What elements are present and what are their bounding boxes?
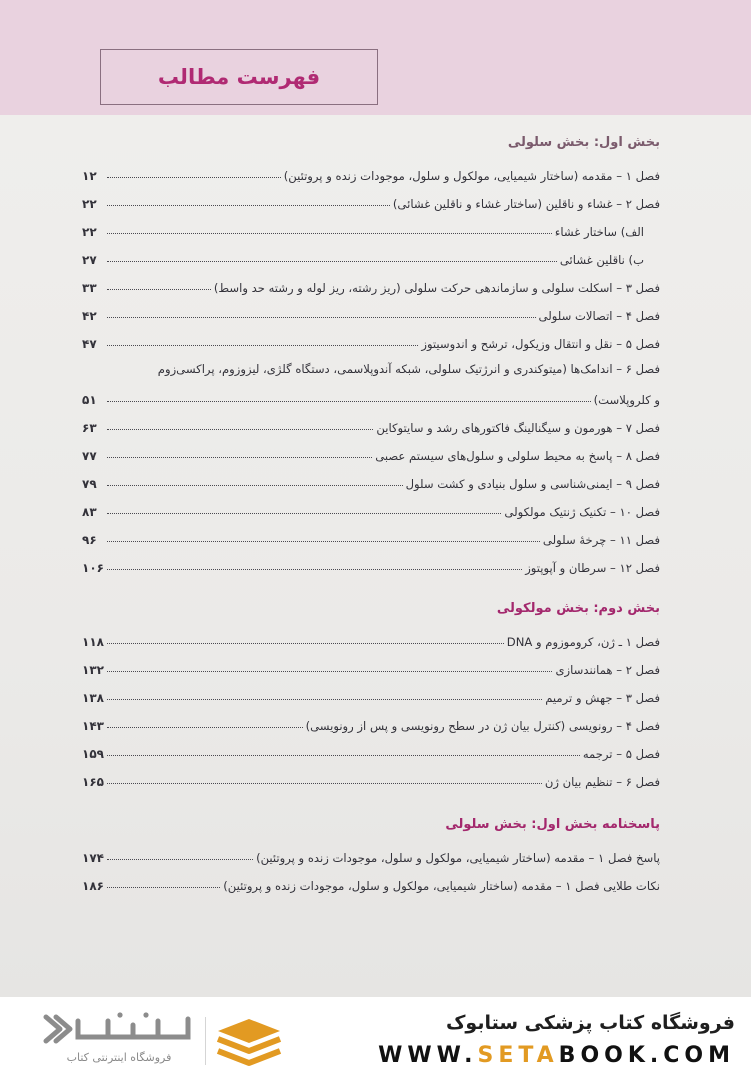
entry-text: فصل ۶ – تنظیم بیان ژن: [544, 775, 660, 789]
page-number: ۱۳۸: [82, 691, 104, 705]
page-number: ۱۷۴: [82, 851, 104, 865]
book-stack-logo-icon: [214, 1013, 284, 1069]
entry-text: فصل ۱ – مقدمه (ساختار شیمیایی، مولکول و سلول، موجودات زنده و پروتئین): [283, 169, 660, 183]
page-number: ۲۲: [82, 225, 97, 239]
toc-entry[interactable]: [82, 155, 660, 183]
entry-text: فصل ۵ – ترجمه: [582, 747, 660, 761]
entry-text: فصل ۲ – همانندسازی: [555, 663, 660, 677]
toc-entry[interactable]: [82, 649, 660, 677]
dot-leader: [107, 457, 372, 458]
page-number: ۸۳: [82, 505, 97, 519]
entry-text: فصل ۱ ـ ژن، کروموزوم و DNA: [506, 635, 660, 649]
page-number: ۳۳: [82, 281, 97, 295]
page-number: ۶۳: [82, 421, 97, 435]
toc-entry[interactable]: [82, 491, 660, 519]
toc-subentry[interactable]: [82, 239, 660, 267]
dot-leader: [107, 541, 540, 542]
dot-leader: [107, 887, 220, 888]
page-number: ۱۳۲: [82, 663, 104, 677]
table-of-contents: [82, 131, 660, 893]
toc-entry-multiline[interactable]: [82, 351, 660, 407]
section-spacer: [82, 789, 660, 813]
dot-leader: [107, 401, 591, 402]
dot-leader: [107, 233, 552, 234]
dot-leader: [107, 643, 504, 644]
section-heading-cellular: بخش اول: بخش سلولی: [507, 135, 660, 150]
page-number: ۱۴۳: [82, 719, 104, 733]
toc-entry[interactable]: [82, 323, 660, 351]
page-number: ۴۷: [82, 337, 97, 351]
section-spacer: [82, 575, 660, 597]
title-frame: [100, 49, 378, 105]
dot-leader: [107, 859, 253, 860]
toc-subentry[interactable]: [82, 211, 660, 239]
store-banner: [0, 997, 751, 1080]
toc-entry[interactable]: [82, 183, 660, 211]
entry-text: نکات طلایی فصل ۱ – مقدمه (ساختار شیمیایی، مولکول و سلول، موجودات زنده و پروتئین): [223, 879, 660, 893]
entry-text-continued: و کلروپلاست): [593, 393, 660, 407]
page-number: ۴۲: [82, 309, 97, 323]
entry-text: فصل ۳ – اسکلت سلولی و سازماندهی حرکت سلولی (ریز رشته، ریز لوله و رشته حد واسط): [213, 281, 660, 295]
entry-text: الف) ساختار غشاء: [554, 225, 644, 239]
dot-leader: [107, 485, 403, 486]
toc-entry[interactable]: [82, 761, 660, 789]
toc-entry[interactable]: [82, 295, 660, 323]
entry-text: فصل ۹ – ایمنی‌شناسی و سلول بنیادی و کشت سلول: [405, 477, 660, 491]
toc-entry[interactable]: [82, 733, 660, 761]
page-number: ۱۸۶: [82, 879, 104, 893]
toc-entry[interactable]: [82, 865, 660, 893]
dot-leader: [107, 429, 373, 430]
entry-text: فصل ۸ – پاسخ به محیط سلولی و سلول‌های سیستم عصبی: [375, 449, 660, 463]
page-number: ۷۹: [82, 477, 97, 491]
dot-leader: [107, 569, 522, 570]
toc-entry[interactable]: [82, 705, 660, 733]
dot-leader: [107, 345, 418, 346]
dot-leader: [107, 727, 303, 728]
entry-text: فصل ۱۰ – تکنیک ژنتیک مولکولی: [504, 505, 660, 519]
page-number: ۱۵۹: [82, 747, 104, 761]
entry-text: فصل ۴ – رونویسی (کنترل بیان ژن در سطح رونویسی و پس از رونویسی): [305, 719, 660, 733]
dot-leader: [107, 261, 557, 262]
page-number: ۱۱۸: [82, 635, 104, 649]
url-prefix: WWW.: [378, 1043, 478, 1068]
page-number: ۵۱: [82, 393, 97, 407]
page-number: ۱۲: [82, 169, 97, 183]
dot-leader: [107, 513, 501, 514]
entry-text: فصل ۵ – نقل و انتقال وزیکول، ترشح و اندوسیتوز: [421, 337, 660, 351]
entry-text: فصل ۶ – اندامک‌ها (میتوکندری و انرژتیک سلولی، شبکه آندوپلاسمی، دستگاه گلژی، لیزوزوم، پراکسی‌زوم: [157, 362, 660, 376]
entry-text: فصل ۷ – هورمون و سیگنالینگ فاکتورهای رشد و سایتوکاین: [376, 421, 660, 435]
toc-entry[interactable]: [82, 407, 660, 435]
entry-text: فصل ۱۱ – چرخهٔ سلولی: [542, 533, 660, 547]
entry-continuation: [82, 379, 660, 407]
page-number: ۱۶۵: [82, 775, 104, 789]
toc-entry[interactable]: [82, 267, 660, 295]
dot-leader: [107, 289, 211, 290]
toc-entry[interactable]: [82, 547, 660, 575]
entry-text: پاسخ فصل ۱ – مقدمه (ساختار شیمیایی، مولکول و سلول، موجودات زنده و پروتئین): [256, 851, 660, 865]
page-number: ۹۶: [82, 533, 97, 547]
logo-subtitle: فروشگاه اینترنتی کتاب: [66, 1051, 172, 1064]
toc-entry[interactable]: [82, 463, 660, 491]
toc-entry[interactable]: [82, 677, 660, 705]
entry-text: فصل ۱۲ – سرطان و آپوپتوز: [525, 561, 660, 575]
logo-divider: [205, 1017, 206, 1065]
entry-text: فصل ۳ – جهش و ترمیم: [545, 691, 660, 705]
dot-leader: [107, 755, 580, 756]
url-highlight: SETA: [477, 1043, 559, 1068]
dot-leader: [107, 671, 552, 672]
entry-text: ب) ناقلین غشائی: [559, 253, 644, 267]
store-name: فروشگاه کتاب پزشکی ستابوک: [445, 1012, 735, 1034]
entry-text: فصل ۲ – غشاء و ناقلین (ساختار غشاء و ناقلین غشائی): [392, 197, 660, 211]
toc-entry[interactable]: [82, 519, 660, 547]
store-url[interactable]: [378, 1043, 735, 1068]
page-number: ۲۷: [82, 253, 97, 267]
page-title: فهرست مطالب: [157, 65, 321, 89]
entry-text: فصل ۴ – اتصالات سلولی: [538, 309, 660, 323]
dot-leader: [107, 783, 542, 784]
toc-entry[interactable]: [82, 837, 660, 865]
toc-entry[interactable]: [82, 621, 660, 649]
setabook-wordmark-icon: [38, 1009, 198, 1049]
url-suffix: BOOK.COM: [558, 1043, 735, 1068]
page-number: ۱۰۶: [82, 561, 104, 575]
section-heading-molecular: بخش دوم: بخش مولکولی: [496, 601, 660, 616]
dot-leader: [107, 699, 542, 700]
dot-leader: [107, 177, 281, 178]
section-heading-answers: پاسخنامه بخش اول: بخش سلولی: [445, 817, 660, 832]
dot-leader: [107, 317, 536, 318]
page-number: ۷۷: [82, 449, 97, 463]
page-number: ۲۲: [82, 197, 97, 211]
toc-entry[interactable]: [82, 435, 660, 463]
dot-leader: [107, 205, 390, 206]
